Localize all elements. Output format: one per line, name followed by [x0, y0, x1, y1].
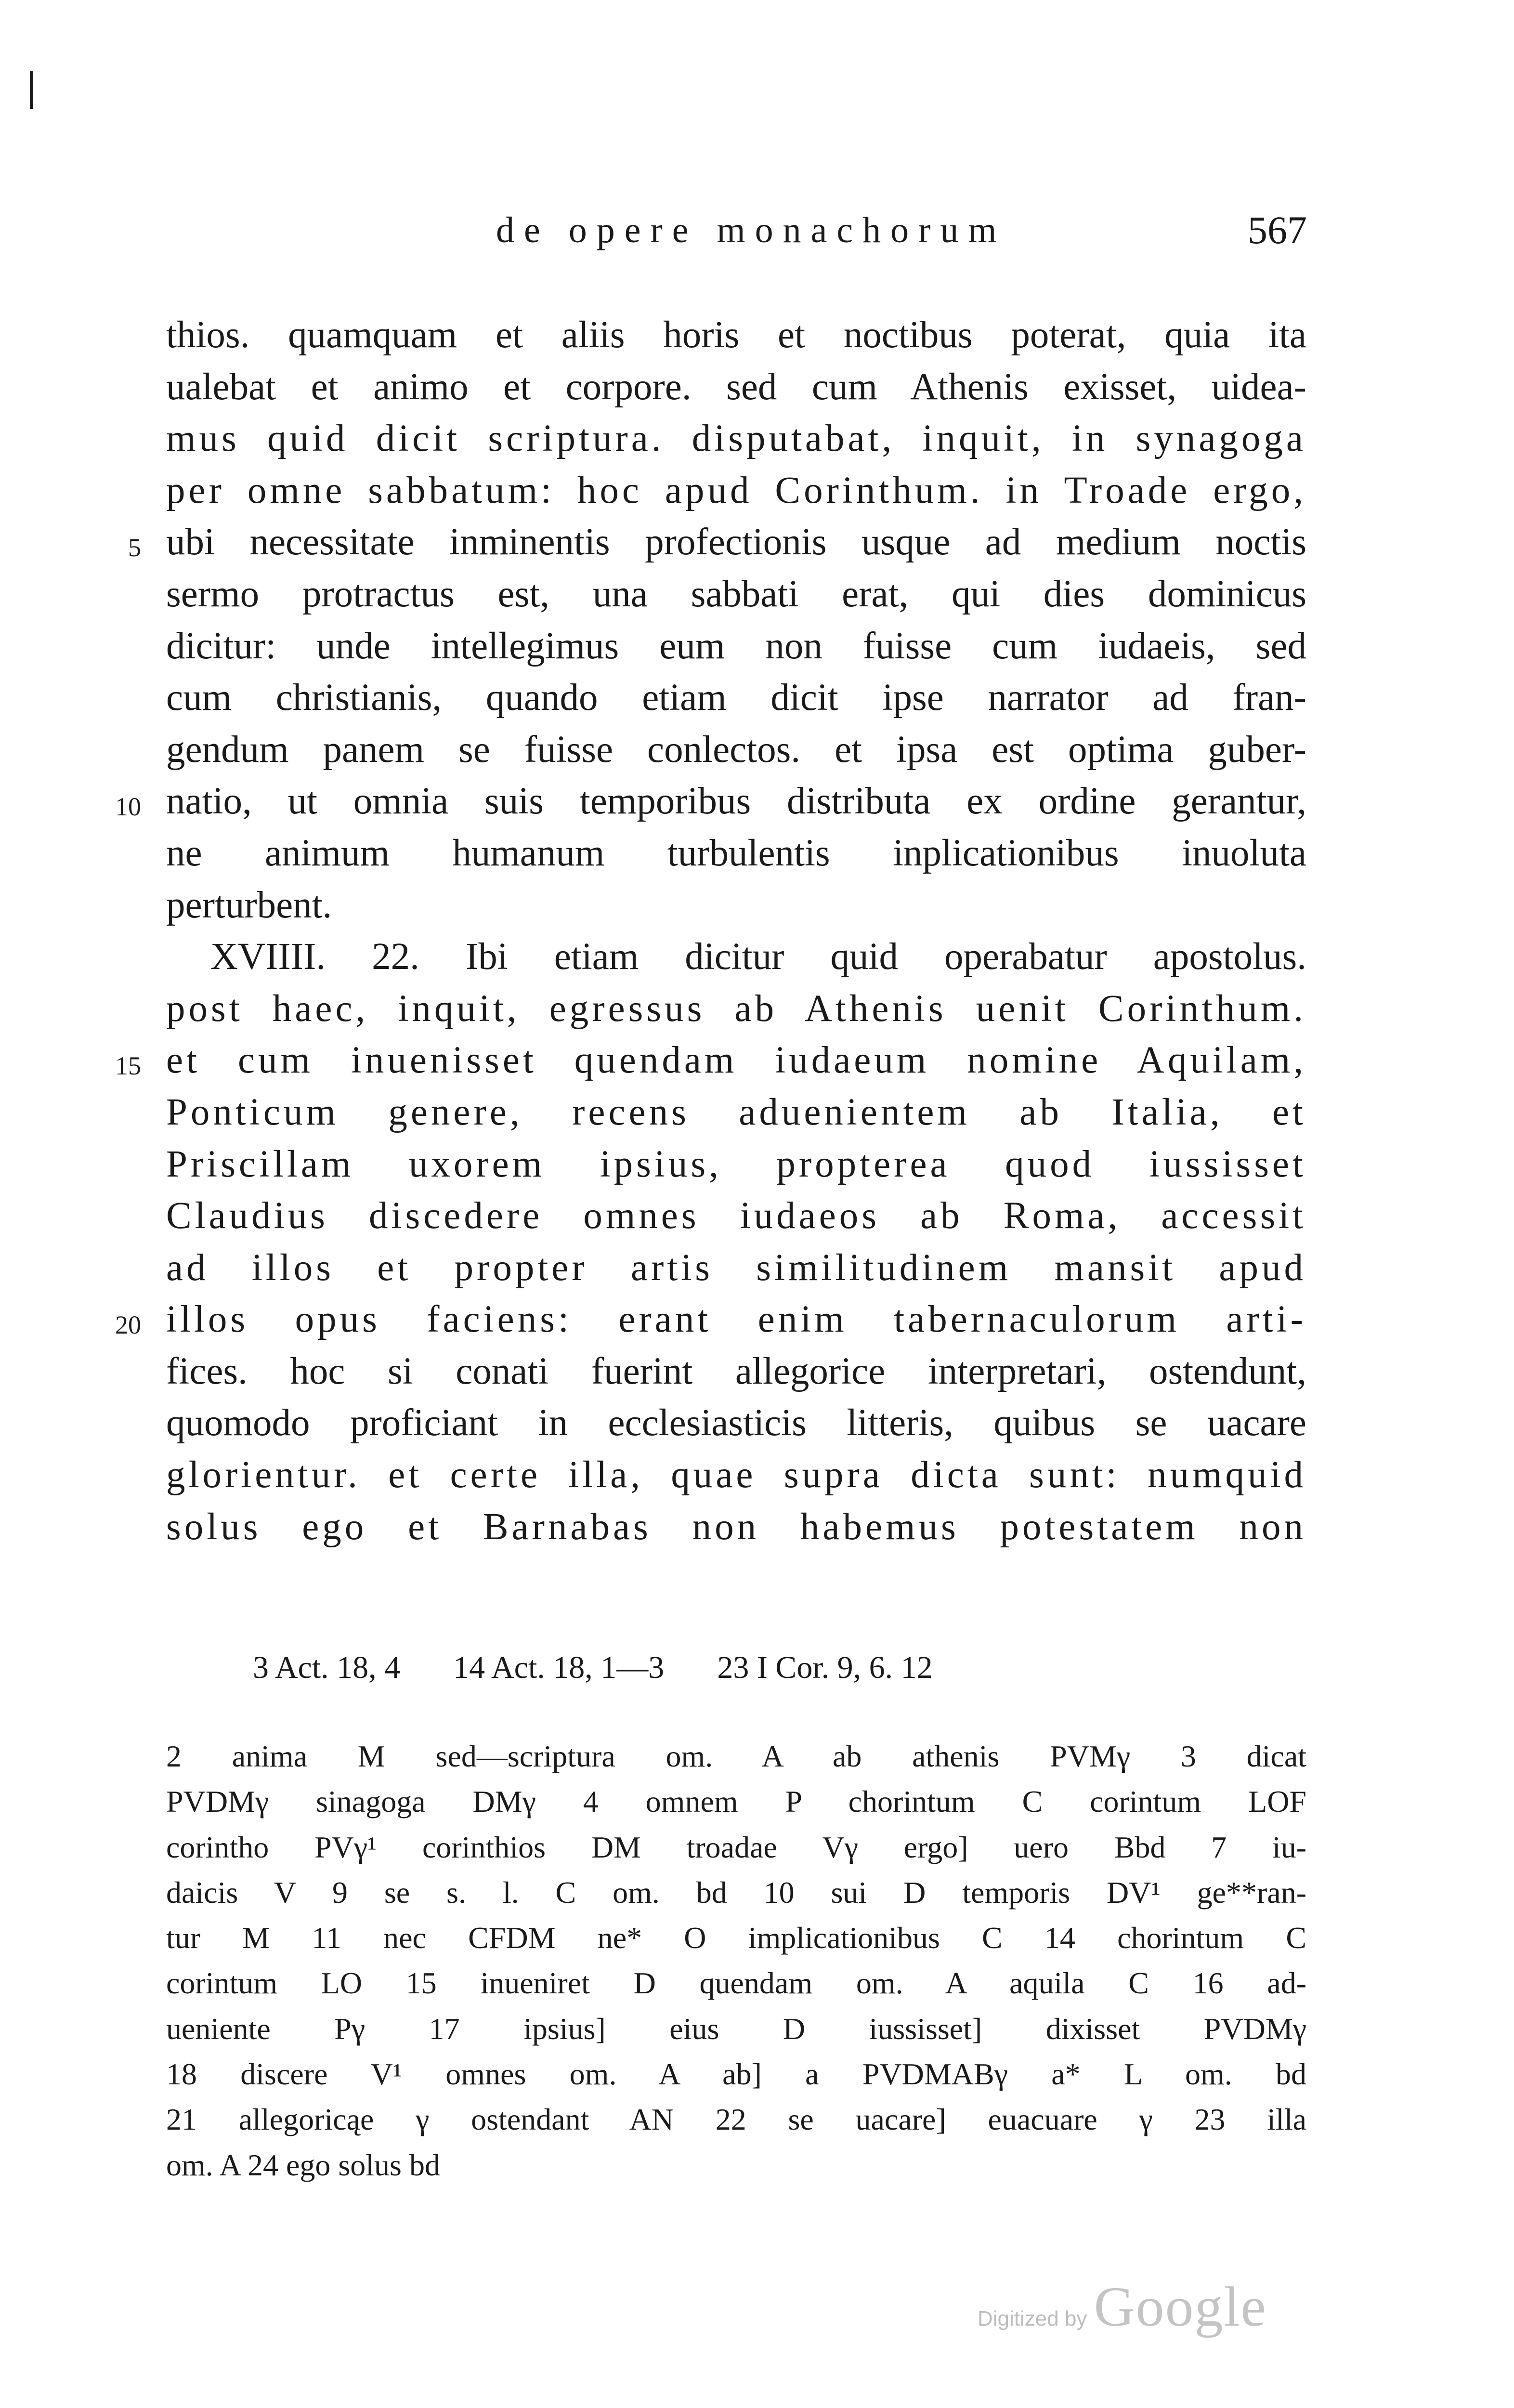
apparatus-line: 2 anima M sed—scriptura om. A ab athenis PVMγ 3 dicat: [166, 1739, 1306, 1773]
reference: 3 Act. 18, 4: [253, 1650, 401, 1685]
line-text: ne animum humanum turbulentis inplicationibus inuoluta: [166, 832, 1306, 874]
line-text: gendum panem se fuisse conlectos. et ipsa est optima guber-: [166, 728, 1306, 771]
text-line: [166, 1346, 1306, 1398]
critical-apparatus: [166, 1734, 1306, 2188]
main-text-block: [115, 309, 1306, 1553]
line-text: cum christianis, quando etiam dicit ipse narrator ad fran-: [166, 677, 1306, 719]
text-line: [115, 1034, 1306, 1086]
margin-mark: [30, 71, 33, 109]
running-title: de opere monachorum: [496, 210, 1006, 250]
line-text: dicitur: unde intellegimus eum non fuisse cum iudaeis, sed: [166, 625, 1306, 667]
text-line: [166, 309, 1306, 361]
line-text: Claudius discedere omnes iudaeos ab Roma, accessit: [166, 1195, 1306, 1237]
page-number: 567: [1248, 208, 1307, 252]
line-text: solus ego et Barnabas non habemus potestatem non: [166, 1505, 1306, 1548]
line-text: illos opus faciens: erant enim tabernaculorum arti-: [166, 1298, 1306, 1341]
text-line: [166, 465, 1306, 517]
google-logo: Google: [1094, 2275, 1267, 2338]
apparatus-line: om. A 24 ego solus bd: [166, 2147, 440, 2182]
digitized-by-google-watermark: [978, 2274, 1267, 2337]
line-text: Ponticum genere, recens aduenientem ab Italia, et: [166, 1091, 1306, 1133]
line-text: perturbent.: [166, 884, 332, 926]
text-line: [166, 827, 1306, 879]
text-line: [166, 1139, 1306, 1191]
line-text: et cum inuenisset quendam iudaeum nomine Aquilam,: [166, 1039, 1306, 1082]
line-text: glorientur. et certe illa, quae supra dicta sunt: numquid: [166, 1454, 1306, 1496]
apparatus-line: daicis V 9 se s. l. C om. bd 10 sui D temporis DV¹ ge**ran-: [166, 1875, 1306, 1910]
reference: 14 Act. 18, 1—3: [453, 1650, 665, 1685]
line-text: natio, ut omnia suis temporibus distributa ex ordine gerantur,: [166, 780, 1306, 823]
apparatus-line: PVDMγ sinagoga DMγ 4 omnem P chorintum C corintum LOF: [166, 1784, 1306, 1819]
line-text: ualebat et animo et corpore. sed cum Athenis exisset, uidea-: [166, 366, 1306, 408]
text-line: [166, 568, 1306, 620]
text-line: [166, 361, 1306, 413]
text-line: [166, 1397, 1306, 1449]
line-text: fices. hoc si conati fuerint allegorice interpretari, ostendunt,: [166, 1350, 1306, 1392]
line-text: XVIIII. 22. Ibi etiam dicitur quid operabatur apostolus.: [210, 936, 1306, 978]
apparatus-line: ueniente Pγ 17 ipsius] eius D iussisset] dixisset PVDMγ: [166, 2011, 1306, 2046]
text-line: [166, 983, 1306, 1035]
text-line: [166, 413, 1306, 465]
text-line: [166, 1242, 1306, 1294]
text-line: [166, 620, 1306, 672]
watermark-prefix: Digitized by: [978, 2307, 1087, 2330]
text-line: [166, 1449, 1306, 1501]
line-text: Priscillam uxorem ipsius, propterea quod iussisset: [166, 1143, 1306, 1185]
scripture-references: [253, 1646, 986, 1689]
text-line: [166, 724, 1306, 776]
page-header: [0, 206, 1514, 264]
line-number: 20: [115, 1310, 141, 1340]
text-line: [115, 775, 1306, 827]
line-text: post haec, inquit, egressus ab Athenis uenit Corinthum.: [166, 987, 1306, 1030]
apparatus-line: 18 discere V¹ omnes om. A ab] a PVDMABγ a* L om. bd: [166, 2057, 1306, 2092]
line-text: quomodo proficiant in ecclesiasticis litteris, quibus se uacare: [166, 1402, 1306, 1444]
line-number: 10: [115, 792, 141, 822]
text-line: [115, 1294, 1306, 1346]
text-line: [166, 672, 1306, 724]
line-number: 15: [115, 1051, 141, 1081]
apparatus-line: corintho PVγ¹ corinthios DM troadae Vγ ergo] uero Bbd 7 iu-: [166, 1830, 1306, 1864]
text-line: [166, 931, 1306, 983]
line-text: per omne sabbatum: hoc apud Corinthum. in Troade ergo,: [166, 469, 1306, 511]
line-text: ubi necessitate inminentis profectionis usque ad medium noctis: [166, 521, 1306, 563]
line-text: ad illos et propter artis similitudinem mansit apud: [166, 1246, 1306, 1289]
apparatus-line: corintum LO 15 inueniret D quendam om. A aquila C 16 ad-: [166, 1966, 1306, 2001]
line-number: 5: [128, 533, 141, 563]
text-line: [166, 1190, 1306, 1242]
apparatus-line: 21 allegoricąe γ ostendant AN 22 se uacare] euacuare γ 23 illa: [166, 2102, 1306, 2137]
line-text: sermo protractus est, una sabbati erat, qui dies dominicus: [166, 573, 1306, 615]
text-line: [166, 879, 1306, 931]
apparatus-line: tur M 11 nec CFDM ne* O implicationibus C 14 chorintum C: [166, 1921, 1306, 1955]
text-line: [166, 1086, 1306, 1139]
reference: 23 I Cor. 9, 6. 12: [717, 1650, 933, 1685]
line-text: mus quid dicit scriptura. disputabat, inquit, in synagoga: [166, 418, 1306, 460]
text-line: [166, 1501, 1306, 1553]
text-line: [128, 516, 1306, 568]
line-text: thios. quamquam et aliis horis et noctibus poterat, quia ita: [166, 314, 1306, 356]
